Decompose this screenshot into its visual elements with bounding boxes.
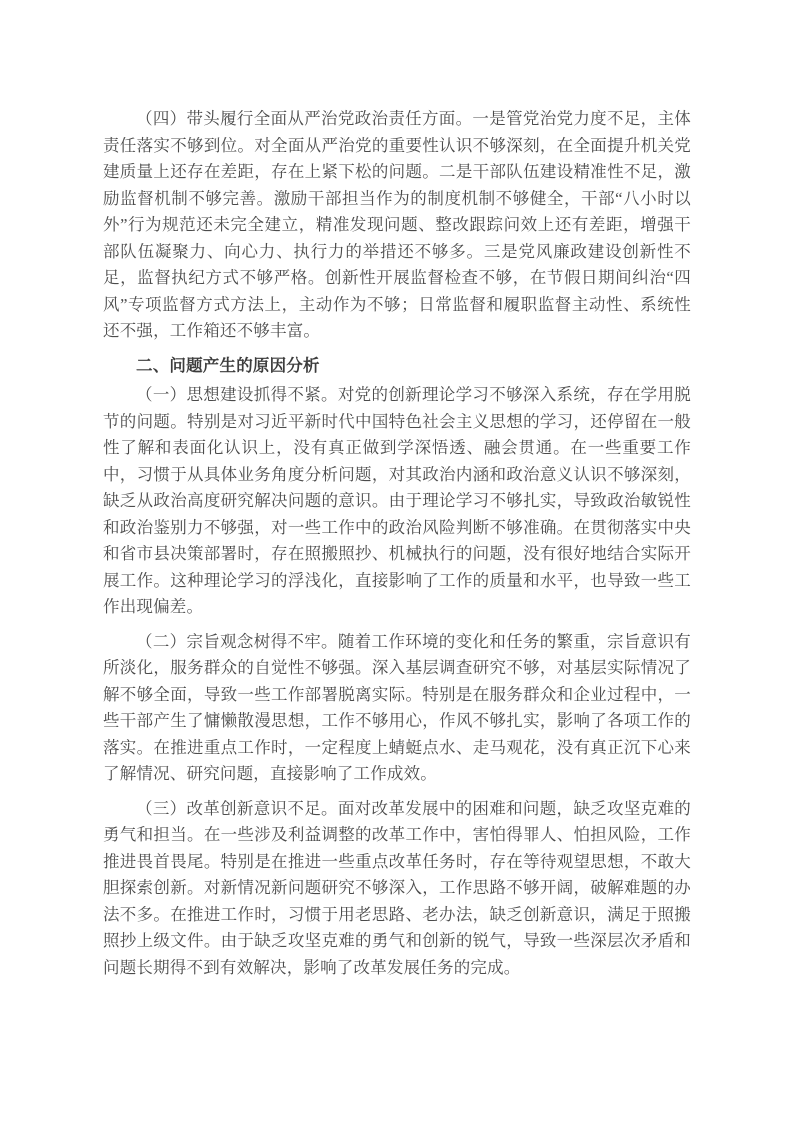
paragraph-section2-item1: （一）思想建设抓得不紧。对党的创新理论学习不够深入系统，存在学用脱节的问题。特别是对习近平新时代中国特色社会主义思想的学习，还停留在一般性了解和表面化认识上，没有真正做到学深悟透、融会贯通。在一些重要工作中，习惯于从具体业务角度分析问题，对其政治内涵和政治意义认识不够深刻，缺乏从政治高度研究解决问题的意识。由于理论学习不够扎实，导致政治敏锐性和政治鉴别力不够强，对一些工作中的政治风险判断不够准确。在贯彻落实中央和省市县决策部署时，存在照搬照抄、机械执行的问题，没有很好地结合实际开展工作。这种理论学习的浮浅化，直接影响了工作的质量和水平，也导致一些工作出现偏差。 [103,385,691,616]
paragraph-section2-item2: （二）宗旨观念树得不牢。随着工作环境的变化和任务的繁重，宗旨意识有所淡化，服务群众的自觉性不够强。深入基层调查研究不够，对基层实际情况了解不够全面，导致一些工作部署脱离实际。特别是在服务群众和企业过程中，一些干部产生了慵懒散漫思想，工作不够用心，作风不够扎实，影响了各项工作的落实。在推进重点工作时，一定程度上蜻蜓点水、走马观花，没有真正沉下心来了解情况、研究问题，直接影响了工作成效。 [103,631,691,783]
paragraph-section2-item3: （三）改革创新意识不足。面对改革发展中的困难和问题，缺乏攻坚克难的勇气和担当。在一些涉及利益调整的改革工作中，害怕得罪人、怕担风险，工作推进畏首畏尾。特别是在推进一些重点改革任务时，存在等待观望思想，不敢大胆探索创新。对新情况新问题研究不够深入，工作思路不够开阔，破解难题的办法不多。在推进工作时，习惯于用老思路、老办法，缺乏创新意识，满足于照搬照抄上级文件。由于缺乏攻坚克难的勇气和创新的锐气，导致一些深层次矛盾和问题长期得不到有效解决，影响了改革发展任务的完成。 [103,798,691,977]
section-2-heading: 二、问题产生的原因分析 [136,356,320,375]
paragraph-section1-item4: （四）带头履行全面从严治党政治责任方面。一是管党治党力度不足，主体责任落实不够到位。对全面从严治党的重要性认识不够深刻，在全面提升机关党建质量上还存在差距，存在上紧下松的问题。二是干部队伍建设精准性不足，激励监督机制不够完善。激励干部担当作为的制度机制不够健全，干部“八小时以外”行为规范还未完全建立，精准发现问题、整改跟踪问效上还有差距，增强干部队伍凝聚力、向心力、执行力的举措还不够多。三是党风廉政建设创新性不足，监督执纪方式不够严格。创新性开展监督检查不够，在节假日期间纠治“四风”专项监督方式方法上，主动作为不够；日常监督和履职监督主动性、系统性还不强，工作箱还不够丰富。 [103,109,691,340]
